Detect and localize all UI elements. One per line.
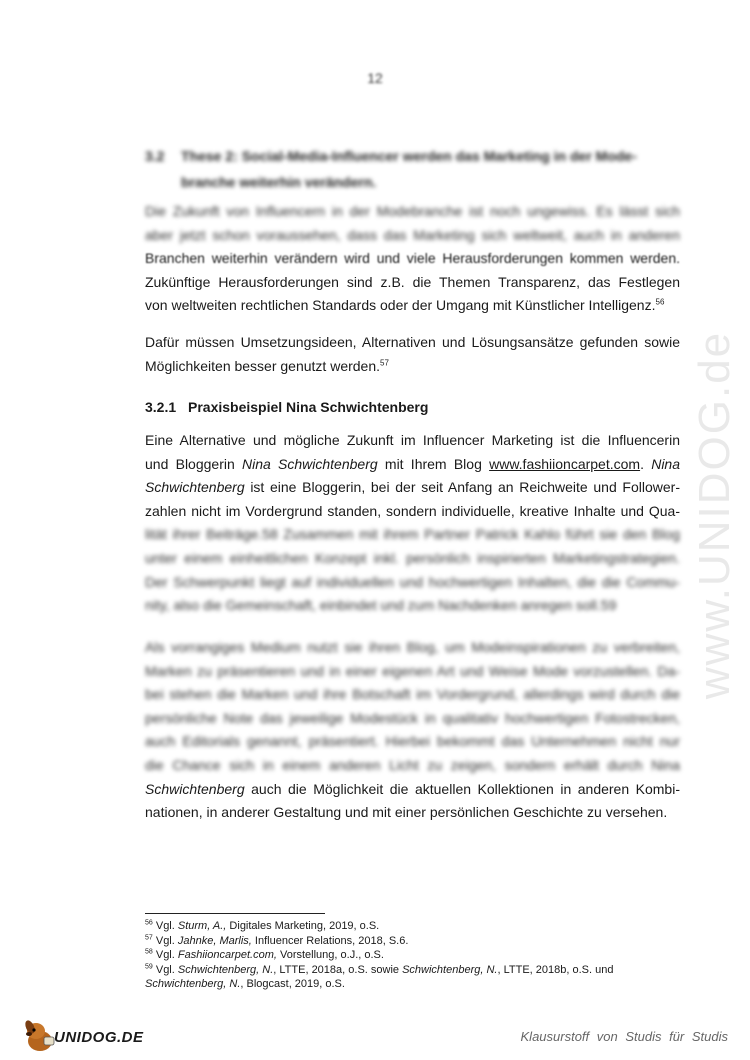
paragraph-line: auch Editorials genannt, präsentiert. Hierbei bekommt das Unternehmen nicht nur xyxy=(145,733,680,750)
paragraph-line: die Chance sich in einem anderen Licht zu zeigen, sondern erhält durch Nina xyxy=(145,756,680,773)
blog-link[interactable]: www.fashiioncarpet.com xyxy=(489,455,641,472)
paragraph-line: Der Schwerpunkt liegt auf individuellen und hochwertigen Inhalten, die die Commu- xyxy=(145,573,680,590)
paragraph-1 xyxy=(145,200,680,318)
paragraph-line: aber jetzt schon voraussehen, dass das Marketing sich weltweit, auch in anderen xyxy=(145,226,680,243)
paragraph-line: von weltweiten rechtlichen Standards oder der Umgang mit Künstlicher Intelligenz.$^{56}$ xyxy=(145,297,665,314)
paragraph-4 xyxy=(145,636,680,825)
footnote-ref: 56 xyxy=(655,297,665,307)
paragraph-line: und Bloggerin Nina Schwichtenberg mit Ihrem Blog www.fashiioncarpet.com. Nina xyxy=(145,455,680,472)
footnote-58: $^{58}$ Vgl. Fashiioncarpet.com, Vorstellung, o.J., o.S. xyxy=(145,948,384,961)
paragraph-line: bei stehen die Marken und ihre Botschaft im Vordergrund, allerdings wird durch die xyxy=(145,686,680,703)
logo-text: UNIDOG.DE xyxy=(54,1029,144,1046)
person-name: Nina Schwichtenberg xyxy=(242,455,378,472)
paragraph-line: Schwichtenberg auch die Möglichkeit die aktuellen Kollektionen in anderen Kombi- xyxy=(145,780,680,797)
watermark-text: www.UNIDOG.de xyxy=(690,330,739,700)
footnote-59: $^{59}$ Vgl. Schwichtenberg, N., LTTE, 2018a, o.S. sowie Schwichtenberg, N., LTTE, 2018b, o.S. und xyxy=(145,962,614,976)
paragraph-line: Branchen weiterhin verändern wird und viele Herausforderungen kommen werden. xyxy=(145,250,680,267)
paragraph-line: zahlen nicht im Vordergrund standen, sondern individuelle, kreative Inhalte und Qua- xyxy=(145,502,680,519)
paragraph-line: Marken zu präsentieren und in einer eigenen Art und Weise Mode vorzustellen. Da- xyxy=(145,662,680,679)
subsection-heading xyxy=(145,399,428,415)
paragraph-line: Die Zukunft von Influencern in der Modebranche ist noch ungewiss. Es lässt sich xyxy=(145,203,680,219)
paragraph-line: nity, also die Gemeinschaft, einbindet und zum Nachdenken anregen soll.59 xyxy=(145,597,617,614)
paragraph-line: lität ihrer Beiträge.58 Zusammen mit ihrem Partner Patrick Kahlo führt sie den Blog xyxy=(145,526,680,543)
section-heading-line-1: These 2: Social-Media-Influencer werden das Marketing in der Mode- xyxy=(181,148,637,164)
footnote-59-cont: Schwichtenberg, N., Blogcast, 2019, o.S. xyxy=(145,978,345,990)
unidog-logo xyxy=(20,1015,155,1055)
paragraph-line: persönliche Note das jeweilige Modestück in qualitativ hochwertigen Fotostrecken, xyxy=(145,709,680,726)
subsection-number: 3.2.1 xyxy=(145,399,177,415)
paragraph-line: nationen, in anderer Gestaltung und mit einer persönlichen Geschichte zu versehen. xyxy=(145,804,668,821)
watermark xyxy=(655,270,750,760)
person-name: Schwichtenberg xyxy=(145,780,245,797)
person-name: Nina xyxy=(651,455,680,472)
footnotes xyxy=(145,919,680,992)
paragraph-2 xyxy=(145,331,680,378)
paragraph-3 xyxy=(145,429,680,618)
person-name: Schwichtenberg xyxy=(145,479,245,496)
paragraph-line: Eine Alternative und mögliche Zukunft im Influencer Marketing ist die Influencerin xyxy=(145,432,680,448)
footnote-separator xyxy=(145,913,325,914)
footer-tagline: Klausurstoff von Studis für Studis xyxy=(520,1029,728,1044)
subsection-title: Praxisbeispiel Nina Schwichtenberg xyxy=(188,399,429,415)
section-heading-number: 3.2 xyxy=(145,148,165,164)
page-number: 12 xyxy=(367,70,383,86)
paragraph-line: Möglichkeiten besser genutzt werden.$^{57}$ xyxy=(145,357,389,374)
paragraph-line: Dafür müssen Umsetzungsideen, Alternativen und Lösungsansätze gefunden sowie xyxy=(145,334,680,350)
paragraph-line: unter einem einheitlichen Konzept inkl. persönlich inspirierten Marketingstrategien. xyxy=(145,549,680,566)
paragraph-line: Zukünftige Herausforderungen sind z.B. die Themen Transparenz, das Festlegen xyxy=(145,273,680,290)
paragraph-line: Als vorrangiges Medium nutzt sie ihren Blog, um Modeinspirationen zu verbreiten, xyxy=(145,639,680,655)
footnote-57: $^{57}$ Vgl. Jahnke, Marlis, Influencer Relations, 2018, S.6. xyxy=(145,933,409,947)
footnote-56: $^{56}$ Vgl. Sturm, A., Digitales Marketing, 2019, o.S. xyxy=(145,919,380,932)
footnote-ref: 57 xyxy=(380,357,389,367)
section-heading-line-2: branche weiterhin verändern. xyxy=(181,174,377,190)
section-heading xyxy=(145,143,680,195)
paragraph-line: Schwichtenberg ist eine Bloggerin, bei der seit Anfang an Reichweite und Follower- xyxy=(145,479,680,496)
